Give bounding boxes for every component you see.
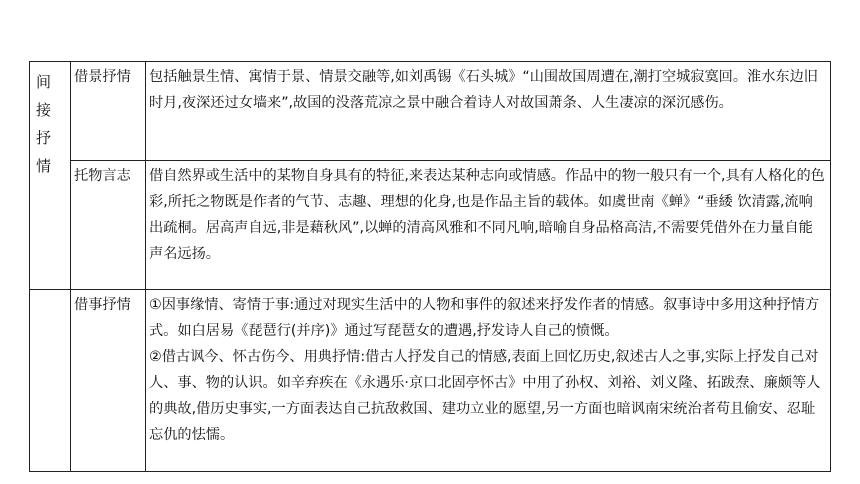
group-empty-cell [30,290,71,472]
lyric-methods-table [29,61,831,472]
desc-text: ②借古讽今、怀古伤今、用典抒情:借古人抒发自己的情感,表面上回忆历史,叙述古人之事,实际上抒发自己对人、事、物的认识。如辛弃疾在《永遇乐·京口北固亭怀古》中用了孙权、刘裕、刘义隆、拓跋焘、廉颇等人的典故,借历史事实,一方面表达自己抗敌救国、建功立业的愿望,另一方面也暗讽南宋统治者苟且偷安、忍耻忘仇的怯懦。 [149,349,821,443]
desc-text: 借自然界或生活中的某物自身具有的特征,来表达某种志向或情感。作品中的物一般只有一个,具有人格化的色彩,所托之物既是作者的气节、志趣、理想的化身,也是作品主旨的载体。如虞世南《蝉》“垂緌 饮清露,流响出疏桐。居高声自远,非是藉秋风”,以蝉的清高风雅和不同凡响,暗喻自身品格高洁,不需要凭借外在力量自能声名远扬。 [149,168,825,262]
group-char: 情 [36,157,52,175]
table-row [30,62,831,161]
group-char: 接 [36,101,52,119]
group-label [30,62,70,180]
kind-label: 借景抒情 [74,69,131,85]
group-label-cell [30,62,71,290]
kind-cell [71,290,146,472]
kind-label: 托物言志 [74,168,131,184]
kind-label: 借事抒情 [74,297,131,313]
desc-cell [146,62,831,161]
desc-text: ①因事缘情、寄情于事:通过对现实生活中的人物和事件的叙述来抒发作者的情感。叙事诗中多用这种抒情方式。如白居易《琵琶行(并序)》通过写琵琶女的遭遇,抒发诗人自己的愤慨。 [149,297,820,339]
desc-text: 包括触景生情、寓情于景、情景交融等,如刘禹锡《石头城》“山围故国周遭在,潮打空城寂寞回。淮水东边旧时月,夜深还过女墙来”,故国的没落荒凉之景中融合着诗人对故国萧条、人生凄凉的深沉感伤。 [149,69,818,111]
kind-cell [71,161,146,290]
table-row [30,290,831,472]
group-char: 抒 [36,129,52,147]
desc-cell [146,161,831,290]
table-row [30,161,831,290]
kind-cell [71,62,146,161]
desc-cell [146,290,831,472]
group-char: 间 [36,73,52,91]
